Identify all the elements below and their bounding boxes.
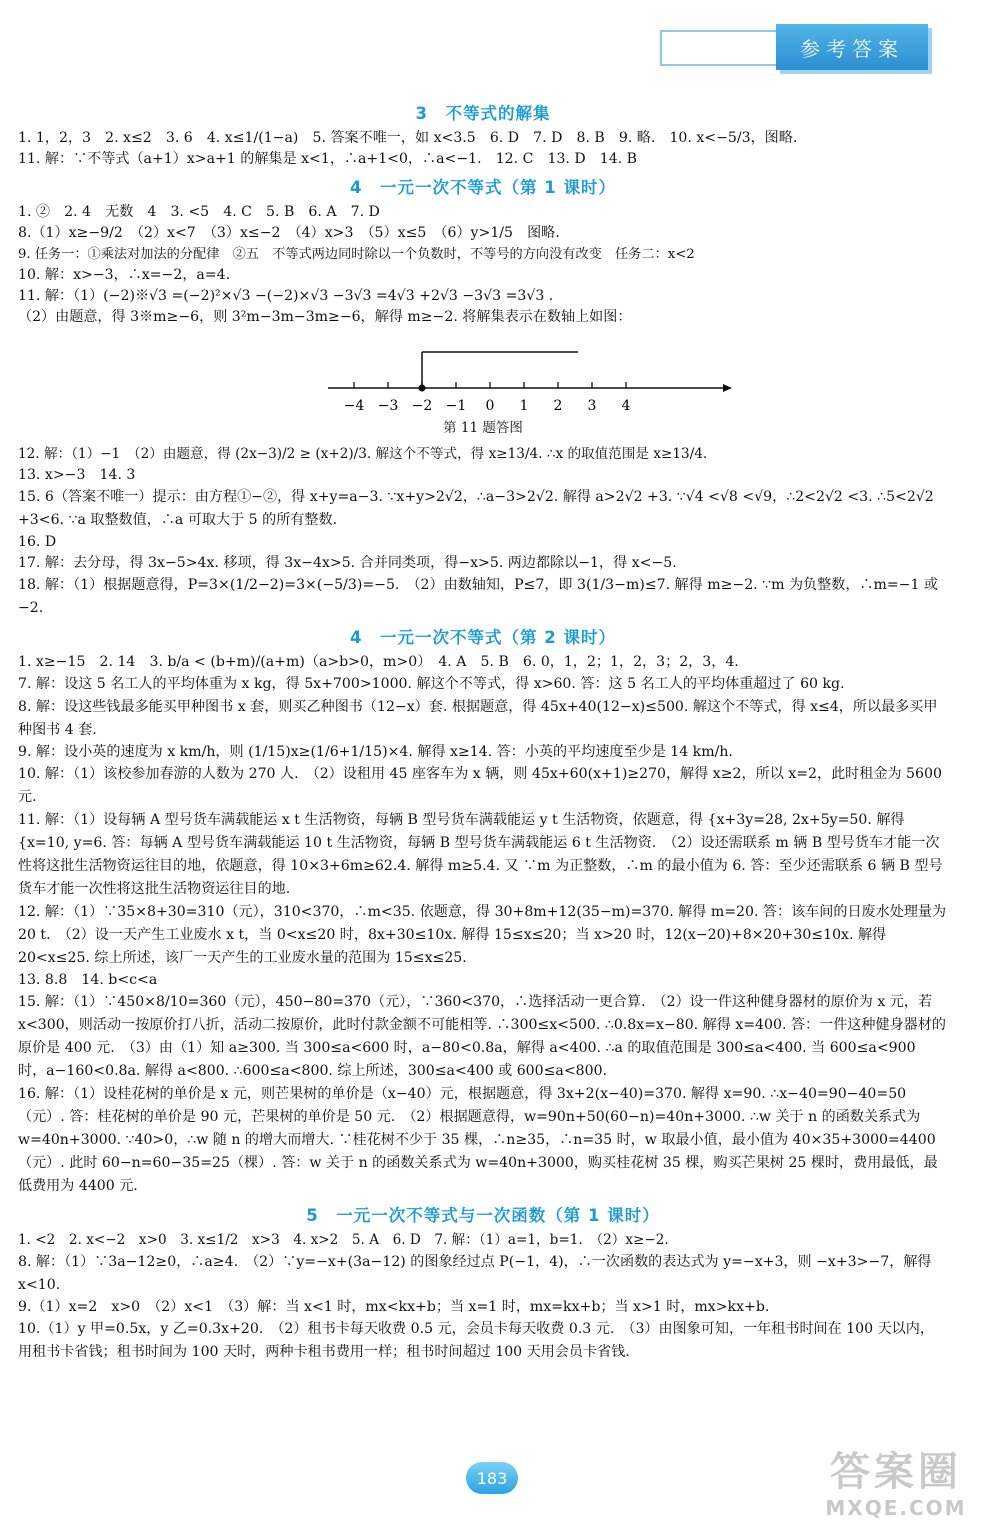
number-line-tick-label: −2: [411, 398, 433, 414]
answer-line: （2）由题意，得 3※m≥−6，则 3²m−3m−3m≥−6，解得 m≥−2. 将解集表示在数轴上如图：: [18, 309, 632, 325]
answer-content: [18, 96, 948, 1364]
answer-paragraph: 15. 解：（1）∵450×8/10=360（元），450−80=370（元），∵360<370，∴选择活动一更合算. （2）设一件这种健身器材的原价为 x 元，若 x<300，则活动一按原价打八折，活动二按原价，此时付款金额不可能相等. ∴300≤x<500. ∴0.8x=x−80. 解得 x=400. 答：一件这种健身器材的原价是 400 元. （3）由（1）知 a≥300. 当 300≤a<600 时，a−80<0.8a，解得 a<400. ∴a 的取值范围是 300≤a<400. 当 600≤a<900 时，a−160<0.8a. 解得 a<800. ∴600≤a<800. 综上所述，300≤a<400 或 600≤a<800.: [18, 994, 946, 1079]
answer-line: 1. <2 2. x<−2 x>0 3. x≤1/2 x>3 4. x>2 5. A 6. D 7. 解：（1）a=1，b=1. （2）x≥−2.: [18, 1232, 669, 1248]
number-line-tick-label: 0: [485, 398, 495, 414]
answer-line: 9.（1）x=2 x>0 （2）x<1 （3）解：当 x<1 时，mx<kx+b；当 x=1 时，mx=kx+b；当 x>1 时，mx>kx+b.: [18, 1299, 770, 1315]
watermark-text: 答案圈: [830, 1449, 962, 1495]
solution-endpoint: [419, 385, 426, 392]
answer-line: 9. 任务一：①乘法对加法的分配律 ②五 不等式两边同时除以一个负数时，不等号的方向没有改变 任务二：x<2: [18, 247, 695, 262]
section-title-4-1: 4 一元一次不等式（第 1 课时）: [350, 178, 616, 197]
answer-paragraph: 7. 解：设这 5 名工人的平均体重为 x kg，得 5x+700>1000. 解这个不等式，得 x>60. 答：这 5 名工人的平均体重超过了 60 kg.: [18, 676, 845, 692]
answer-line: 1. x≥−15 2. 14 3. b/a < (b+m)/(a+m)（a>b>0，m>0） 4. A 5. B 6. 0，1，2；1，2，3；2，3，4.: [18, 654, 739, 670]
answer-paragraph: 8. 解：（1）∵3a−12≥0，∴a≥4. （2）∵y=−x+(3a−12) 的图象经过点 P(−1，4)，∴一次函数的表达式为 y=−x+3，则 −x+3>−7，解得 x<10.: [18, 1254, 932, 1293]
answer-paragraph: 12. 解：（1）∵35×8+30=310（元），310<370，∴m<35. 依题意，得 30+8m+12(35−m)=370. 解得 m=20. 答：该车间的日废水处理量为 20 t. （2）设一天产生工业废水 x t，当 0<x≤20 时，8x+30≤10x. 解得 15≤x≤20；当 x>20 时，12(x−20)+8×20+30≤10x. 解得 20<x≤25. 综上所述，该厂一天产生的工业废水量的范围为 15≤x≤25.: [18, 904, 947, 966]
figure-caption: 第 11 题答图: [443, 420, 523, 436]
number-line-figure: [318, 334, 738, 414]
answer-line: 13. 8.8 14. b<c<a: [18, 972, 158, 988]
number-line-tick-label: 1: [519, 398, 529, 414]
answer-line: 10. 解：x>−3，∴x=−2，a=4.: [18, 267, 231, 283]
number-line-tick-label: 4: [621, 398, 631, 414]
answer-paragraph: 10.（1）y 甲=0.5x，y 乙=0.3x+20. （2）租书卡每天收费 0.5 元，会员卡每天收费 0.3 元. （3）由图象可知，一年租书时间在 100 天以内，用租书卡省钱；租书时间为 100 天时，两种卡租书费用一样；租书时间超过 100 天用会员卡省钱.: [18, 1321, 934, 1360]
watermark-logo: [808, 1448, 984, 1534]
section-title-5-1: 5 一元一次不等式与一次函数（第 1 课时）: [306, 1206, 660, 1225]
number-line-svg: [318, 334, 738, 414]
number-line-tick-label: 3: [587, 398, 597, 414]
answer-line: 12. 解：（1）−1 （2）由题意，得 (2x−3)/2 ≥ (x+2)/3. 解这个不等式，得 x≥13/4. ∴x 的取值范围是 x≥13/4.: [18, 446, 708, 462]
answer-line: 13. x>−3 14. 3: [18, 467, 136, 483]
answer-line: 9. 解：设小英的速度为 x km/h，则 (1/15)x≥(1/6+1/15)×4. 解得 x≥14. 答：小英的平均速度至少是 14 km/h.: [18, 744, 733, 760]
answer-paragraph: 11. 解：（1）设每辆 A 型号货车满载能运 x t 生活物资，每辆 B 型号货车满载能运 y t 生活物资，依题意，得 {x+3y=28, 2x+5y=50. 解得 {x=10, y=6. 答：每辆 A 型号货车满载能运 10 t 生活物资，每辆 B 型号货车满载能运 6 t 生活物资. （2）设还需联系 m 辆 B 型号货车才能一次性将这批生活物资运往目的地，依题意，得 10×3+6m≥62.4. 解得 m≥5.4. 又 ∵m 为正整数，∴m 的最小值为 6. 答：至少还需联系 6 辆 B 型号货车才能一次性将这批生活物资运往目的地.: [18, 812, 943, 897]
answer-line: 11. 解：∵不等式（a+1）x>a+1 的解集是 x<1，∴a+1<0，∴a<−1. 12. C 13. D 14. B: [18, 151, 638, 167]
answer-line: 16. D: [18, 534, 57, 550]
answer-paragraph: 8. 解：设这些钱最多能买甲种图书 x 套，则买乙种图书（12−x）套. 根据题意，得 45x+40(12−x)≤500. 解这个不等式，得 x≤4，所以最多买甲种图书 4 套.: [18, 699, 938, 738]
answer-paragraph: 16. 解：（1）设桂花树的单价是 x 元，则芒果树的单价是（x−40）元，根据题意，得 3x+2(x−40)=370. 解得 x=90. ∴x−40=90−40=50（元）. 答：桂花树的单价是 90 元，芒果树的单价是 50 元. （2）根据题意得，w=90n+50(60−n)=40n+3000. ∴w 关于 n 的函数关系式为 w=40n+3000. ∵40>0，∴w 随 n 的增大而增大. ∵桂花树不少于 35 棵，∴n≥35，∴n=35 时，w 取最小值，最小值为 40×35+3000=4400（元）. 此时 60−n=60−35=25（棵）. 答：w 关于 n 的函数关系式为 w=40n+3000，购买桂花树 35 棵，购买芒果树 25 棵时，费用最低，最低费用为 4400 元.: [18, 1086, 938, 1194]
number-line-tick-label: −4: [343, 398, 365, 414]
answer-line: 17. 解：去分母，得 3x−5>4x. 移项，得 3x−4x>5. 合并同类项，得−x>5. 两边都除以−1，得 x<−5.: [18, 555, 677, 571]
answer-line: 8.（1）x≥−9/2 （2）x<7 （3）x≤−2 （4）x>3 （5）x≤5 （6）y>1/5 图略.: [18, 225, 560, 241]
section-title-3: 3 不等式的解集: [415, 104, 551, 123]
answer-paragraph: 15. 6（答案不唯一）提示：由方程①−②，得 x+y=a−3. ∵x+y>2√2，∴a−3>2√2. 解得 a>2√2 +3. ∵√4 <√8 <√9，∴2<2√2 <3. ∴5<2√2 +3<6. ∵a 取整数值，∴a 可取大于 5 的所有整数.: [18, 489, 934, 528]
page-number: 183: [466, 1462, 518, 1494]
number-line-arrow: [723, 384, 732, 392]
answer-line: 11. 解：（1）(−2)※√3 =(−2)²×√3 −(−2)×√3 −3√3 =4√3 +2√3 −3√3 =3√3 .: [18, 288, 554, 304]
number-line-tick-label: 2: [553, 398, 563, 414]
number-line-tick-label: −3: [377, 398, 399, 414]
answer-line: 1. 1，2，3 2. x≤2 3. 6 4. x≤1/(1−a) 5. 答案不唯一，如 x<3.5 6. D 7. D 8. B 9. 略. 10. x<−5/3，图略.: [18, 130, 798, 146]
header-tab-answers: 参考答案: [776, 24, 928, 70]
section-title-4-2: 4 一元一次不等式（第 2 课时）: [350, 628, 616, 647]
answer-paragraph: 10. 解：（1）该校参加春游的人数为 270 人. （2）设租用 45 座客车为 x 辆，则 45x+60(x+1)≥270，解得 x≥2，所以 x=2，此时租金为 5600 元.: [18, 766, 942, 805]
header-frame: [660, 30, 778, 66]
watermark-url: MXQE.COM: [825, 1496, 967, 1520]
answer-line: 1. ② 2. 4 无数 4 3. <5 4. C 5. B 6. A 7. D: [18, 204, 380, 220]
answer-paragraph: 18. 解：（1）根据题意得，P=3×(1/2−2)=3×(−5/3)=−5. （2）由数轴知，P≤7，即 3(1/3−m)≤7. 解得 m≥−2. ∵m 为负整数，∴m=−1 或−2.: [18, 577, 939, 616]
number-line-tick-label: −1: [445, 398, 467, 414]
